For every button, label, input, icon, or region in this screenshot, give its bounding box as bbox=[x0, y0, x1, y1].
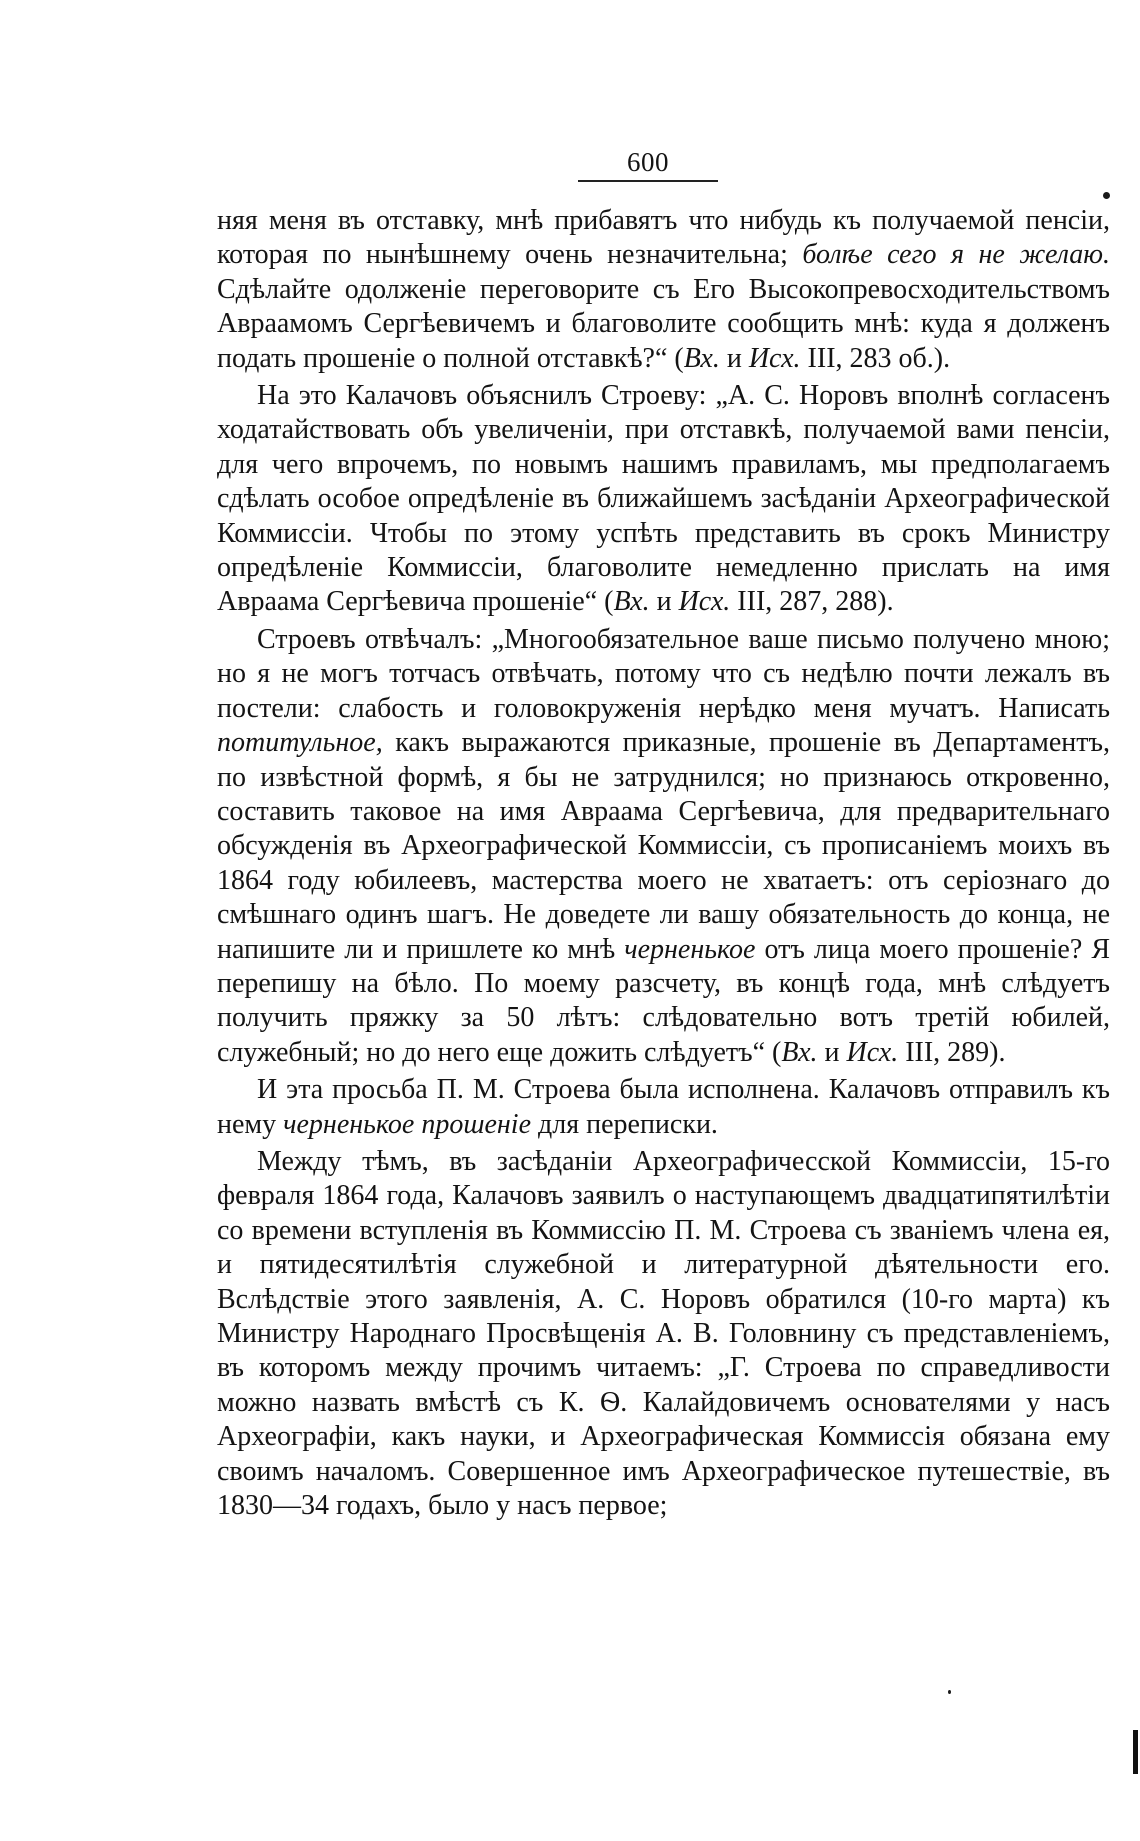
text-run: и bbox=[719, 342, 749, 374]
italic-text: Вх. bbox=[683, 342, 720, 374]
body-text bbox=[217, 204, 1110, 1526]
text-run: III, 289). bbox=[898, 1036, 1006, 1068]
text-run: III, 283 об.). bbox=[800, 342, 951, 374]
margin-mark bbox=[1133, 1730, 1138, 1774]
paragraph bbox=[217, 204, 1110, 376]
paragraph bbox=[217, 623, 1110, 1070]
paragraph bbox=[217, 379, 1110, 620]
text-run: Сдѣлайте одолженіе переговорите съ Его Высокопревосходительствомъ Авраамомъ Сергѣевичемъ и благоволите сообщить мнѣ: куда я долженъ подать прошеніе о полной отставкѣ?“ ( bbox=[217, 273, 1110, 374]
page-number: 600 bbox=[627, 147, 669, 177]
italic-text: Исх. bbox=[748, 342, 801, 374]
paragraph bbox=[217, 1073, 1110, 1142]
italic-text: болѣе сего я не желаю. bbox=[802, 239, 1110, 271]
italic-text: черненькое прошеніе bbox=[283, 1108, 531, 1140]
paragraph bbox=[217, 1145, 1110, 1523]
text-run: и bbox=[817, 1036, 847, 1068]
text-run: На это Калачовъ объяснилъ Строеву: „А. С. Норовъ вполнѣ согласенъ ходатайствовать объ увеличеніи, при отставкѣ, получаемой вами пенсіи, для чего впрочемъ, по новымъ нашимъ правиламъ, мы предполагаемъ сдѣлать особое опредѣленіе въ ближайшемъ засѣданіи Археографической Коммиссіи. Чтобы по этому успѣть представить въ срокъ Министру опредѣленіе Коммиссіи, благоволите немедленно прислать на имя Авраама Сергѣевича прошеніе“ ( bbox=[217, 380, 1110, 618]
text-run: и bbox=[649, 586, 679, 618]
ink-speck bbox=[1103, 192, 1110, 199]
text-run: отъ лица моего прошеніе? Я перепишу на бѣло. По моему разсчету, въ концѣ года, мнѣ слѣдуетъ получить пряжку за 50 лѣтъ: слѣдовательно вотъ третій юбилей, служебный; но до него еще дожить слѣдуетъ“ ( bbox=[217, 933, 1110, 1068]
text-run: няя меня въ отставку, мнѣ прибавятъ что нибудь къ получаемой пенсіи, которая по нынѣшнему очень незначительна; bbox=[217, 205, 1110, 271]
italic-text: Вх. bbox=[613, 586, 650, 618]
italic-text: Вх. bbox=[781, 1036, 818, 1068]
header-rule bbox=[578, 180, 718, 182]
text-run: И эта просьба П. М. Строева была исполнена. Калачовъ отправилъ къ нему bbox=[217, 1074, 1110, 1140]
text-run: Между тѣмъ, въ засѣданіи Археографичесской Коммиссіи, 15-го февраля 1864 года, Калачовъ заявилъ о наступающемъ двадцатипятилѣтіи со времени вступленія въ Коммиссію П. М. Строева съ званіемъ члена ея, и пятидесятилѣтія служебной и литературной дѣятельности его. Вслѣдствіе этого заявленія, А. С. Норовъ обратился (10-го марта) къ Министру Народнаго Просвѣщенія А. В. Головнину съ представленіемъ, въ которомъ между прочимъ читаемъ: „Г. Строева по справедливости можно назвать вмѣстѣ съ К. Ѳ. Калайдовичемъ основателями у насъ Археографіи, какъ науки, и Археографическая Коммиссія обязана ему своимъ началомъ. Совершенное имъ Археографическое путешествіе, въ 1830—34 годахъ, было у насъ первое; bbox=[217, 1145, 1110, 1522]
text-run: для переписки. bbox=[531, 1108, 718, 1140]
italic-text: Исх. bbox=[678, 586, 731, 618]
text-run: Строевъ отвѣчалъ: „Многообязательное ваше письмо получено мною; но я не могъ тотчасъ отвѣчать, потому что съ недѣлю почти лежалъ въ постели: слабость и головокруженія нерѣдко меня мучатъ. Написать bbox=[217, 623, 1110, 724]
italic-text: Исх. bbox=[846, 1036, 899, 1068]
ink-speck bbox=[948, 1690, 951, 1694]
italic-text: потитульное, bbox=[217, 727, 383, 759]
text-run: III, 287, 288). bbox=[730, 586, 894, 618]
text-run: какъ выражаются приказные, прошеніе въ Департаментъ, по извѣстной формѣ, я бы не затруднился; но признаюсь откровенно, составить таковое на имя Авраама Сергѣевича, для предварительнаго обсужденія въ Археографической Коммиссіи, съ прописаніемъ моихъ въ 1864 году юбилеевъ, мастерства моего не хватаетъ: отъ серіознаго до смѣшнаго одинъ шагъ. Не доведете ли вашу обязательность до конца, не напишите ли и пришлете ко мнѣ bbox=[217, 727, 1110, 965]
italic-text: черненькое bbox=[624, 933, 756, 965]
